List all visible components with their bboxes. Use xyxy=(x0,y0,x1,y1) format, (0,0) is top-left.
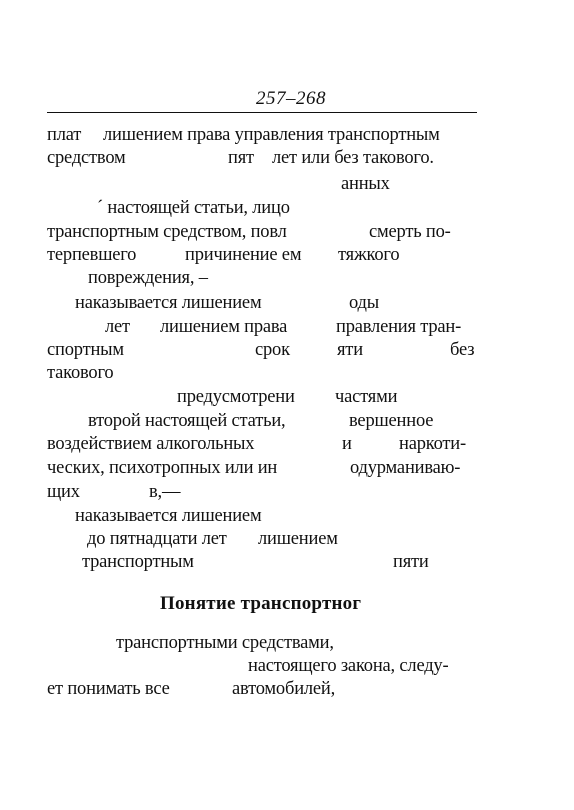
header-rule xyxy=(47,112,477,113)
text-fragment: оды xyxy=(349,293,379,313)
text-fragment: настоящего закона, следу- xyxy=(248,656,449,676)
text-fragment: средством xyxy=(47,148,126,168)
text-fragment: ческих, психотропных или ин xyxy=(47,458,278,478)
page-range-header xyxy=(0,88,574,110)
text-fragment: наказывается лишением xyxy=(75,293,262,313)
text-fragment: причинение ем xyxy=(185,245,302,265)
text-fragment: лишением права управления транспортным xyxy=(103,125,440,145)
text-fragment: ет понимать все xyxy=(47,679,170,699)
text-fragment: воздействием алкогольных xyxy=(47,434,255,454)
text-fragment: срок xyxy=(255,340,290,360)
text-fragment: до пятнадцати лет xyxy=(87,529,227,549)
text-fragment: терпевшего xyxy=(47,245,137,265)
text-fragment: без xyxy=(450,340,475,360)
text-fragment: одурманиваю- xyxy=(350,458,461,478)
text-fragment: частями xyxy=(335,387,398,407)
text-fragment: пят xyxy=(228,148,254,168)
section-heading: Понятие транспортног xyxy=(160,593,362,614)
text-fragment: пяти xyxy=(393,552,429,572)
text-fragment: смерть по- xyxy=(369,222,451,242)
text-fragment: ´ настоящей статьи, лицо xyxy=(97,198,290,218)
text-fragment: правления тран- xyxy=(336,317,462,337)
text-fragment: лишением xyxy=(258,529,338,549)
text-fragment: наркоти- xyxy=(399,434,466,454)
text-fragment: транспортным xyxy=(82,552,194,572)
text-fragment: лишением права xyxy=(160,317,288,337)
text-fragment: автомобилей, xyxy=(232,679,336,699)
text-fragment: второй настоящей статьи, xyxy=(88,411,286,431)
text-fragment: такового xyxy=(47,363,114,383)
text-fragment: тяжкого xyxy=(338,245,400,265)
text-fragment: плат xyxy=(47,125,82,145)
text-fragment: и xyxy=(342,434,352,454)
text-fragment: в,— xyxy=(149,482,181,502)
text-fragment: яти xyxy=(337,340,363,360)
text-fragment: лет xyxy=(105,317,130,337)
text-fragment: анных xyxy=(341,174,390,194)
text-fragment: лет или без такового. xyxy=(272,148,434,168)
text-fragment: предусмотрени xyxy=(177,387,295,407)
page-range-text: 257–268 xyxy=(256,88,326,109)
text-fragment: наказывается лишением xyxy=(75,506,262,526)
text-fragment: щих xyxy=(47,482,80,502)
text-fragment: повреждения, – xyxy=(88,268,208,288)
text-fragment: вершенное xyxy=(349,411,434,431)
text-fragment: спортным xyxy=(47,340,124,360)
text-fragment: транспортными средствами, xyxy=(116,633,334,653)
text-fragment: транспортным средством, повл xyxy=(47,222,287,242)
